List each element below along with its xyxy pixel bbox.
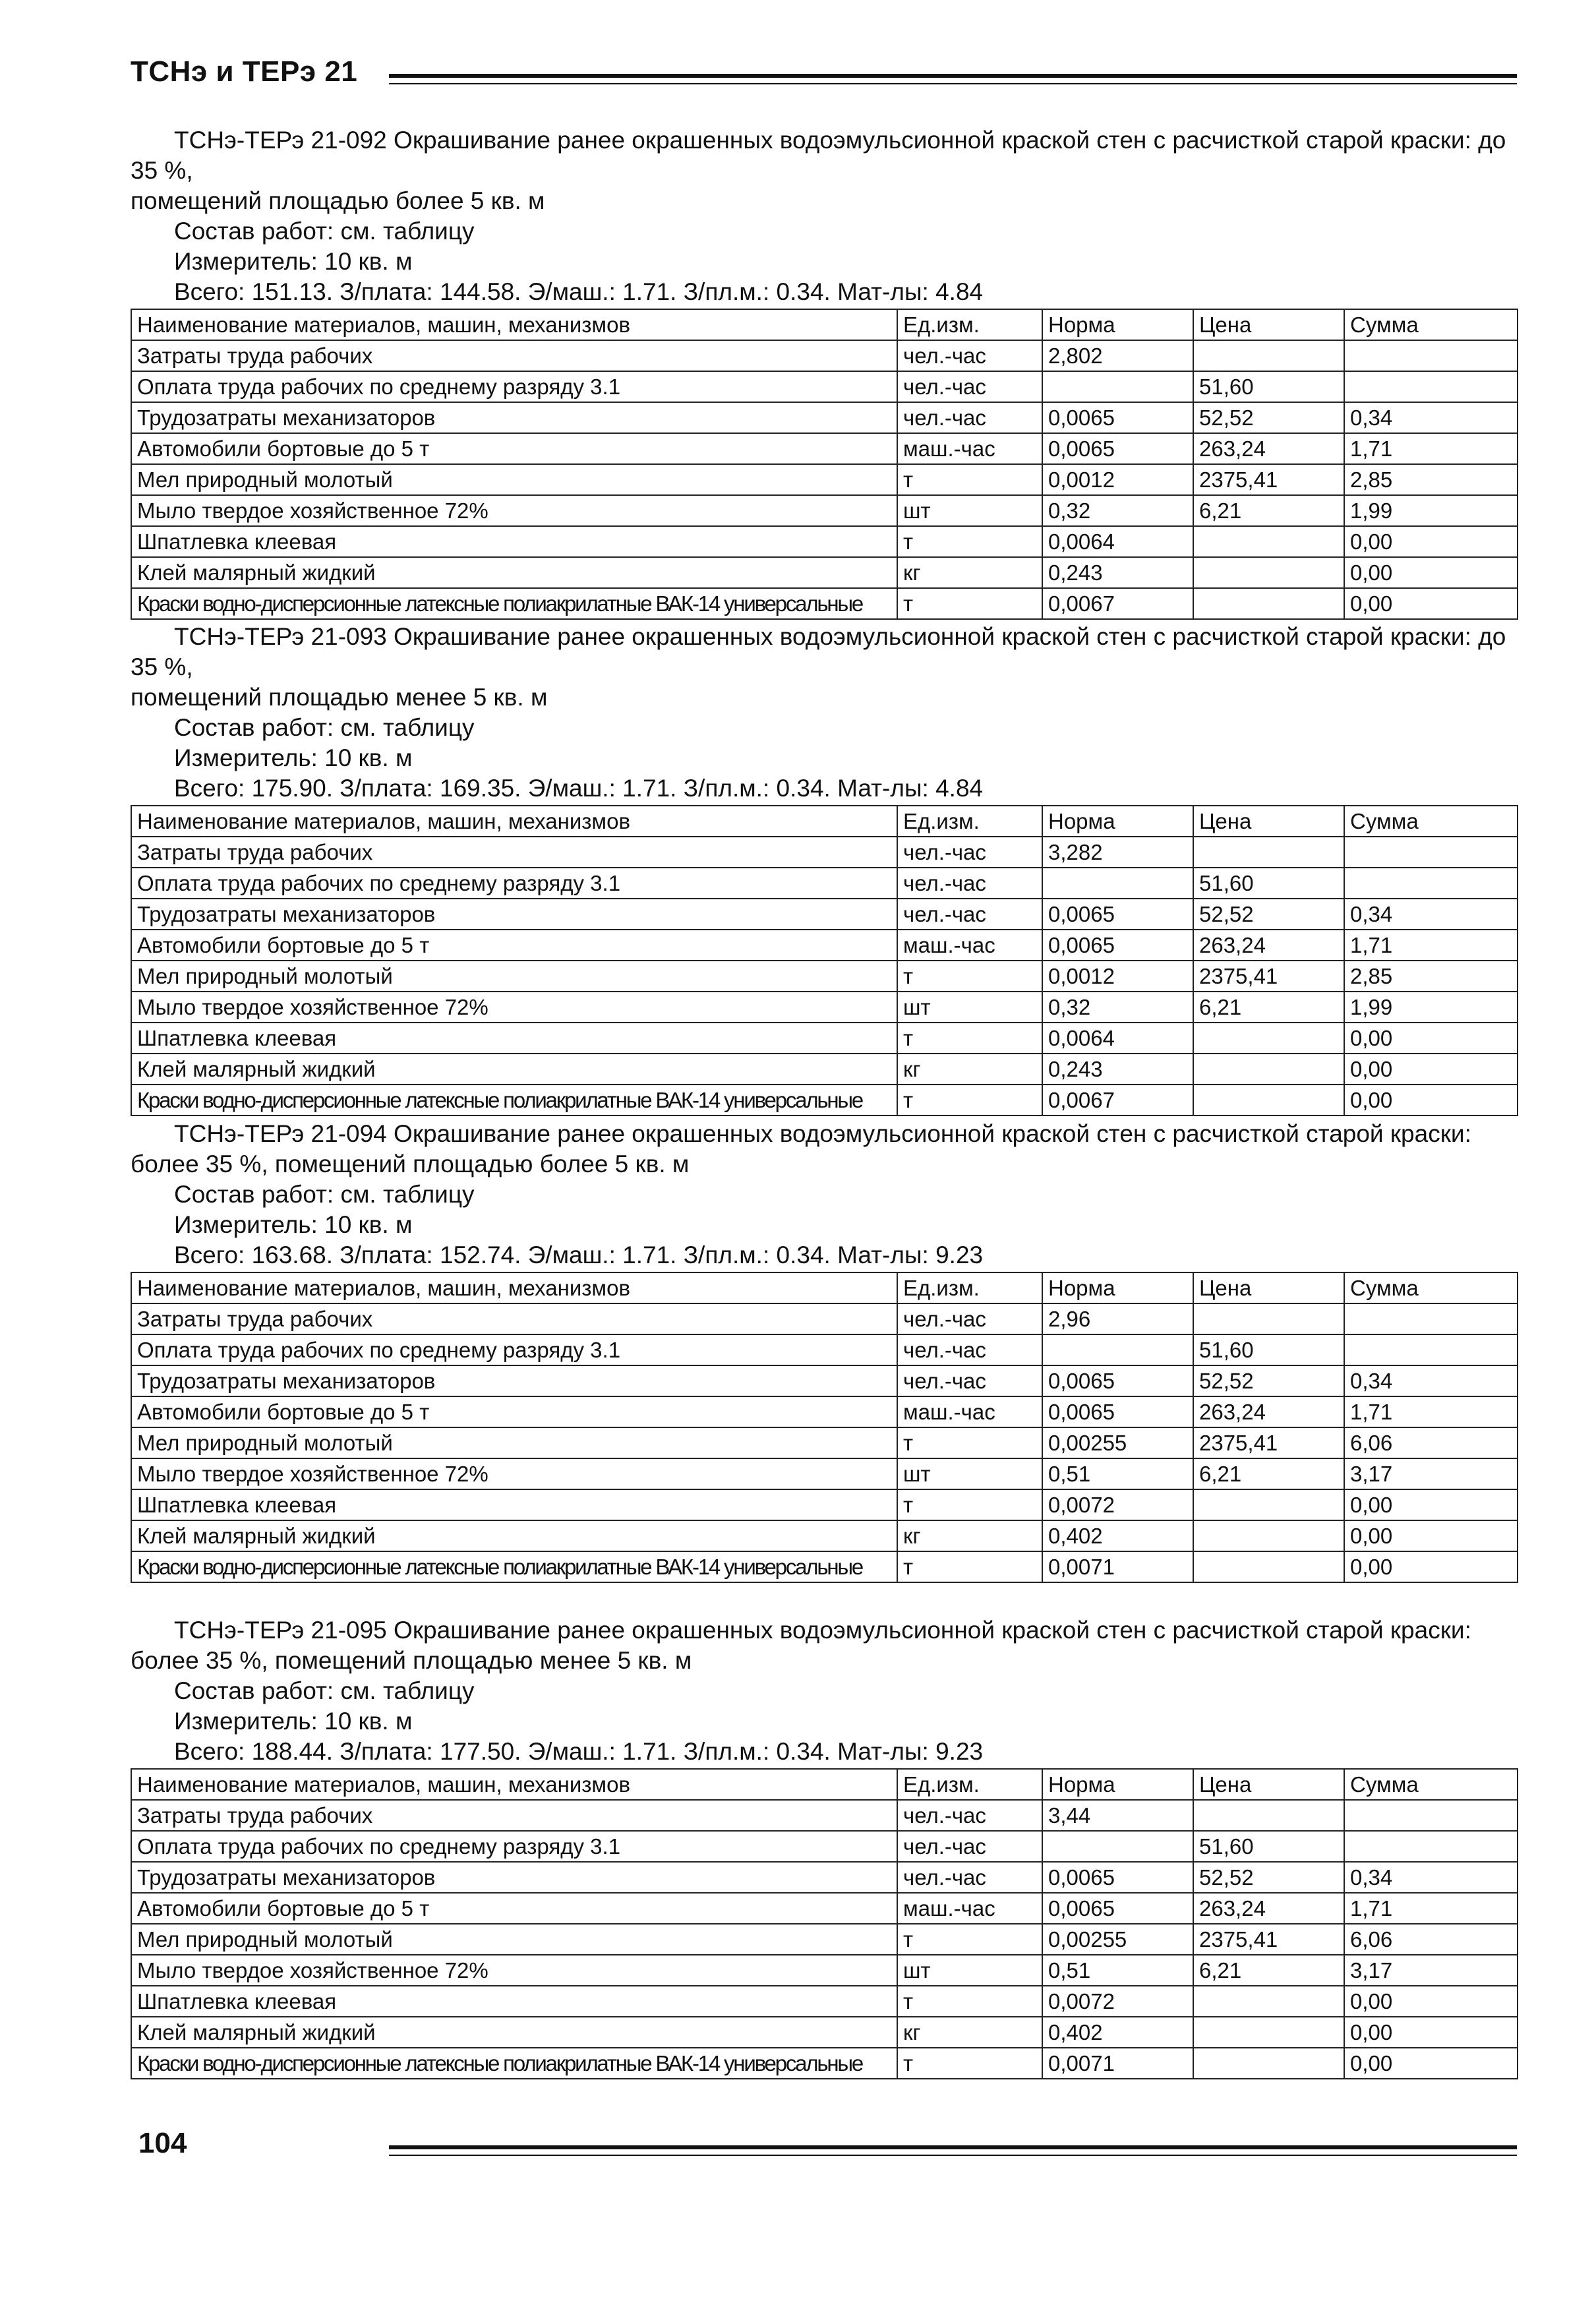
cell-price bbox=[1193, 557, 1344, 588]
cell-norm: 0,0065 bbox=[1042, 1862, 1193, 1893]
cell-norm: 0,32 bbox=[1042, 992, 1193, 1023]
cell-sum bbox=[1344, 868, 1518, 899]
cell-sum: 1,71 bbox=[1344, 1396, 1518, 1427]
cell-name: Шпатлевка клеевая bbox=[131, 1489, 897, 1520]
table-row bbox=[131, 340, 1518, 371]
table-row bbox=[131, 1334, 1518, 1365]
table-header-row bbox=[131, 806, 1518, 837]
cell-name: Шпатлевка клеевая bbox=[131, 1986, 897, 2017]
cell-norm: 0,00255 bbox=[1042, 1924, 1193, 1955]
section-title bbox=[131, 1615, 1517, 1676]
cell-price: 263,24 bbox=[1193, 930, 1344, 961]
cell-name: Трудозатраты механизаторов bbox=[131, 1862, 897, 1893]
cell-unit: т bbox=[897, 1489, 1042, 1520]
measure-unit: Измеритель: 10 кв. м bbox=[174, 248, 413, 275]
table-row bbox=[131, 402, 1518, 433]
cell-sum: 3,17 bbox=[1344, 1955, 1518, 1986]
cell-unit: т bbox=[897, 526, 1042, 557]
section-title bbox=[131, 622, 1517, 713]
cell-name: Оплата труда рабочих по среднему разряду 3.1 bbox=[131, 371, 897, 402]
section-title-line1: ТСНэ-ТЕРэ 21-095 Окрашивание ранее окрашенных водоэмульсионной краской стен с расчисткой старой краски: bbox=[174, 1617, 1471, 1644]
cell-unit: чел.-час bbox=[897, 837, 1042, 868]
cell-name: Мел природный молотый bbox=[131, 1924, 897, 1955]
work-composition: Состав работ: см. таблицу bbox=[174, 1181, 475, 1208]
cell-unit: т bbox=[897, 2048, 1042, 2079]
cell-price bbox=[1193, 340, 1344, 371]
cell-sum: 1,99 bbox=[1344, 495, 1518, 526]
cell-sum: 0,00 bbox=[1344, 1023, 1518, 1054]
table-row bbox=[131, 588, 1518, 619]
cell-price bbox=[1193, 2017, 1344, 2048]
table-row bbox=[131, 837, 1518, 868]
cell-price: 52,52 bbox=[1193, 1365, 1344, 1396]
section-title-line1: ТСНэ-ТЕРэ 21-092 Окрашивание ранее окрашенных водоэмульсионной краской стен с расчисткой старой краски: до 35 %, bbox=[131, 127, 1506, 184]
section-title-line1: ТСНэ-ТЕРэ 21-094 Окрашивание ранее окрашенных водоэмульсионной краской стен с расчисткой старой краски: bbox=[174, 1120, 1471, 1147]
cell-norm: 0,0065 bbox=[1042, 1396, 1193, 1427]
header-name: Наименование материалов, машин, механизмов bbox=[131, 1769, 897, 1800]
rate-section bbox=[131, 1615, 1517, 2079]
cell-name: Мыло твердое хозяйственное 72% bbox=[131, 992, 897, 1023]
cell-unit: шт bbox=[897, 1955, 1042, 1986]
cell-unit: шт bbox=[897, 992, 1042, 1023]
cell-unit: чел.-час bbox=[897, 340, 1042, 371]
cell-price: 263,24 bbox=[1193, 1396, 1344, 1427]
header-name: Наименование материалов, машин, механизмов bbox=[131, 806, 897, 837]
measure-unit: Измеритель: 10 кв. м bbox=[174, 1211, 413, 1238]
measure-unit: Измеритель: 10 кв. м bbox=[174, 744, 413, 771]
header-sum: Сумма bbox=[1344, 1272, 1518, 1303]
cell-norm: 0,51 bbox=[1042, 1955, 1193, 1986]
resources-table bbox=[131, 805, 1518, 1116]
cell-price bbox=[1193, 1023, 1344, 1054]
table-row bbox=[131, 961, 1518, 992]
table-row bbox=[131, 1893, 1518, 1924]
section-title-line1: ТСНэ-ТЕРэ 21-093 Окрашивание ранее окрашенных водоэмульсионной краской стен с расчисткой старой краски: до 35 %, bbox=[131, 623, 1506, 680]
table-row bbox=[131, 1023, 1518, 1054]
footer-rule bbox=[389, 2145, 1517, 2156]
cell-norm: 0,0065 bbox=[1042, 1893, 1193, 1924]
cell-unit: т bbox=[897, 1551, 1042, 1582]
cell-unit: чел.-час bbox=[897, 899, 1042, 930]
cell-price: 6,21 bbox=[1193, 1458, 1344, 1489]
table-row bbox=[131, 1489, 1518, 1520]
header-norm: Норма bbox=[1042, 806, 1193, 837]
cell-sum: 0,00 bbox=[1344, 1085, 1518, 1116]
table-row bbox=[131, 868, 1518, 899]
cell-norm: 0,0071 bbox=[1042, 2048, 1193, 2079]
table-row bbox=[131, 526, 1518, 557]
cell-unit: т bbox=[897, 1085, 1042, 1116]
cell-name: Трудозатраты механизаторов bbox=[131, 899, 897, 930]
cell-price bbox=[1193, 837, 1344, 868]
table-row bbox=[131, 1458, 1518, 1489]
cell-sum: 2,85 bbox=[1344, 464, 1518, 495]
table-row bbox=[131, 1862, 1518, 1893]
cell-sum: 3,17 bbox=[1344, 1458, 1518, 1489]
cell-sum: 0,34 bbox=[1344, 1862, 1518, 1893]
cell-unit: чел.-час bbox=[897, 1831, 1042, 1862]
cell-sum: 1,71 bbox=[1344, 1893, 1518, 1924]
cell-sum bbox=[1344, 837, 1518, 868]
cell-sum bbox=[1344, 340, 1518, 371]
table-header-row bbox=[131, 1769, 1518, 1800]
cell-price: 2375,41 bbox=[1193, 464, 1344, 495]
cell-sum: 0,00 bbox=[1344, 1986, 1518, 2017]
cell-norm: 0,0065 bbox=[1042, 930, 1193, 961]
totals-line: Всего: 163.68. З/плата: 152.74. Э/маш.: 1.71. З/пл.м.: 0.34. Мат-лы: 9.23 bbox=[174, 1241, 984, 1268]
cell-unit: т bbox=[897, 1023, 1042, 1054]
cell-unit: кг bbox=[897, 1520, 1042, 1551]
cell-name: Затраты труда рабочих bbox=[131, 1800, 897, 1831]
cell-norm bbox=[1042, 868, 1193, 899]
cell-sum: 0,00 bbox=[1344, 526, 1518, 557]
cell-name: Оплата труда рабочих по среднему разряду 3.1 bbox=[131, 868, 897, 899]
totals-line: Всего: 175.90. З/плата: 169.35. Э/маш.: 1.71. З/пл.м.: 0.34. Мат-лы: 4.84 bbox=[174, 775, 984, 802]
cell-price bbox=[1193, 1520, 1344, 1551]
cell-unit: кг bbox=[897, 2017, 1042, 2048]
rate-section bbox=[131, 622, 1517, 1116]
work-composition: Состав работ: см. таблицу bbox=[174, 714, 475, 741]
cell-sum: 0,00 bbox=[1344, 1520, 1518, 1551]
table-row bbox=[131, 992, 1518, 1023]
cell-norm: 0,0072 bbox=[1042, 1986, 1193, 2017]
cell-sum: 0,34 bbox=[1344, 402, 1518, 433]
header-price: Цена bbox=[1193, 1272, 1344, 1303]
table-row bbox=[131, 371, 1518, 402]
cell-price bbox=[1193, 2048, 1344, 2079]
table-header-row bbox=[131, 309, 1518, 340]
cell-unit: чел.-час bbox=[897, 402, 1042, 433]
cell-price: 2375,41 bbox=[1193, 1924, 1344, 1955]
cell-name: Затраты труда рабочих bbox=[131, 1303, 897, 1334]
table-row bbox=[131, 1396, 1518, 1427]
cell-unit: т bbox=[897, 1986, 1042, 2017]
table-row bbox=[131, 899, 1518, 930]
cell-name: Краски водно-дисперсионные латексные полиакрилатные ВАК-14 универсальные bbox=[131, 588, 897, 619]
cell-name: Автомобили бортовые до 5 т bbox=[131, 930, 897, 961]
cell-sum: 1,71 bbox=[1344, 433, 1518, 464]
page-number: 104 bbox=[138, 2127, 187, 2159]
cell-sum bbox=[1344, 371, 1518, 402]
cell-name: Клей малярный жидкий bbox=[131, 2017, 897, 2048]
resources-table bbox=[131, 1768, 1518, 2079]
table-row bbox=[131, 1365, 1518, 1396]
work-composition: Состав работ: см. таблицу bbox=[174, 218, 475, 245]
cell-unit: маш.-час bbox=[897, 433, 1042, 464]
cell-name: Краски водно-дисперсионные латексные полиакрилатные ВАК-14 универсальные bbox=[131, 1085, 897, 1116]
header-norm: Норма bbox=[1042, 309, 1193, 340]
cell-unit: кг bbox=[897, 1054, 1042, 1085]
cell-norm: 2,96 bbox=[1042, 1303, 1193, 1334]
table-row bbox=[131, 1303, 1518, 1334]
cell-price bbox=[1193, 1054, 1344, 1085]
table-row bbox=[131, 1520, 1518, 1551]
cell-sum: 1,71 bbox=[1344, 930, 1518, 961]
cell-price bbox=[1193, 1085, 1344, 1116]
table-row bbox=[131, 1986, 1518, 2017]
table-row bbox=[131, 930, 1518, 961]
cell-price: 51,60 bbox=[1193, 371, 1344, 402]
header-unit: Ед.изм. bbox=[897, 1272, 1042, 1303]
cell-norm: 0,0065 bbox=[1042, 433, 1193, 464]
cell-sum: 0,00 bbox=[1344, 1551, 1518, 1582]
header-sum: Сумма bbox=[1344, 806, 1518, 837]
header-name: Наименование материалов, машин, механизмов bbox=[131, 309, 897, 340]
section-title bbox=[131, 125, 1517, 216]
cell-norm: 0,0064 bbox=[1042, 526, 1193, 557]
table-row bbox=[131, 1831, 1518, 1862]
cell-sum bbox=[1344, 1334, 1518, 1365]
cell-sum: 0,00 bbox=[1344, 2048, 1518, 2079]
resources-table bbox=[131, 1272, 1518, 1583]
cell-name: Клей малярный жидкий bbox=[131, 1054, 897, 1085]
cell-sum: 0,34 bbox=[1344, 1365, 1518, 1396]
cell-norm bbox=[1042, 1334, 1193, 1365]
measure-unit: Измеритель: 10 кв. м bbox=[174, 1708, 413, 1735]
cell-sum: 0,00 bbox=[1344, 2017, 1518, 2048]
cell-unit: маш.-час bbox=[897, 1396, 1042, 1427]
cell-unit: кг bbox=[897, 557, 1042, 588]
cell-name: Клей малярный жидкий bbox=[131, 1520, 897, 1551]
cell-unit: шт bbox=[897, 1458, 1042, 1489]
cell-price bbox=[1193, 1800, 1344, 1831]
cell-sum bbox=[1344, 1831, 1518, 1862]
cell-norm: 0,0067 bbox=[1042, 1085, 1193, 1116]
cell-unit: чел.-час bbox=[897, 1334, 1042, 1365]
cell-price bbox=[1193, 588, 1344, 619]
cell-name: Мыло твердое хозяйственное 72% bbox=[131, 1955, 897, 1986]
cell-price bbox=[1193, 1489, 1344, 1520]
table-row bbox=[131, 2017, 1518, 2048]
cell-unit: маш.-час bbox=[897, 1893, 1042, 1924]
cell-unit: т bbox=[897, 588, 1042, 619]
cell-sum: 0,00 bbox=[1344, 588, 1518, 619]
table-header-row bbox=[131, 1272, 1518, 1303]
cell-norm: 0,0072 bbox=[1042, 1489, 1193, 1520]
header-price: Цена bbox=[1193, 1769, 1344, 1800]
cell-sum bbox=[1344, 1303, 1518, 1334]
header-unit: Ед.изм. bbox=[897, 1769, 1042, 1800]
cell-unit: т bbox=[897, 1924, 1042, 1955]
cell-unit: т bbox=[897, 464, 1042, 495]
cell-unit: чел.-час bbox=[897, 1303, 1042, 1334]
header-unit: Ед.изм. bbox=[897, 309, 1042, 340]
cell-price: 6,21 bbox=[1193, 992, 1344, 1023]
header-name: Наименование материалов, машин, механизмов bbox=[131, 1272, 897, 1303]
cell-price bbox=[1193, 1551, 1344, 1582]
table-row bbox=[131, 1955, 1518, 1986]
header-price: Цена bbox=[1193, 309, 1344, 340]
cell-price: 6,21 bbox=[1193, 1955, 1344, 1986]
cell-name: Трудозатраты механизаторов bbox=[131, 402, 897, 433]
totals-line: Всего: 188.44. З/плата: 177.50. Э/маш.: 1.71. З/пл.м.: 0.34. Мат-лы: 9.23 bbox=[174, 1738, 984, 1765]
cell-unit: т bbox=[897, 1427, 1042, 1458]
cell-unit: чел.-час bbox=[897, 1800, 1042, 1831]
table-row bbox=[131, 464, 1518, 495]
cell-price: 2375,41 bbox=[1193, 1427, 1344, 1458]
cell-name: Мыло твердое хозяйственное 72% bbox=[131, 1458, 897, 1489]
resources-table bbox=[131, 309, 1518, 620]
cell-norm: 3,44 bbox=[1042, 1800, 1193, 1831]
cell-price: 263,24 bbox=[1193, 433, 1344, 464]
cell-unit: чел.-час bbox=[897, 1365, 1042, 1396]
cell-price: 51,60 bbox=[1193, 1334, 1344, 1365]
cell-price bbox=[1193, 526, 1344, 557]
cell-unit: чел.-час bbox=[897, 371, 1042, 402]
cell-sum: 6,06 bbox=[1344, 1924, 1518, 1955]
cell-norm: 0,32 bbox=[1042, 495, 1193, 526]
section-title-line2: помещений площадью менее 5 кв. м bbox=[131, 684, 548, 711]
cell-norm: 0,0065 bbox=[1042, 402, 1193, 433]
header-norm: Норма bbox=[1042, 1769, 1193, 1800]
table-row bbox=[131, 495, 1518, 526]
cell-name: Автомобили бортовые до 5 т bbox=[131, 1396, 897, 1427]
cell-name: Затраты труда рабочих bbox=[131, 340, 897, 371]
cell-sum bbox=[1344, 1800, 1518, 1831]
cell-name: Оплата труда рабочих по среднему разряду 3.1 bbox=[131, 1334, 897, 1365]
header-unit: Ед.изм. bbox=[897, 806, 1042, 837]
rate-section bbox=[131, 125, 1517, 620]
cell-name: Мел природный молотый bbox=[131, 464, 897, 495]
cell-price: 51,60 bbox=[1193, 868, 1344, 899]
table-row bbox=[131, 1085, 1518, 1116]
cell-sum: 0,34 bbox=[1344, 899, 1518, 930]
cell-norm: 0,402 bbox=[1042, 2017, 1193, 2048]
cell-price: 6,21 bbox=[1193, 495, 1344, 526]
cell-price: 52,52 bbox=[1193, 899, 1344, 930]
cell-norm: 2,802 bbox=[1042, 340, 1193, 371]
section-title-line2: более 35 %, помещений площадью более 5 кв. м bbox=[131, 1150, 690, 1178]
cell-name: Трудозатраты механизаторов bbox=[131, 1365, 897, 1396]
cell-norm bbox=[1042, 371, 1193, 402]
cell-name: Мел природный молотый bbox=[131, 961, 897, 992]
cell-name: Клей малярный жидкий bbox=[131, 557, 897, 588]
header-price: Цена bbox=[1193, 806, 1344, 837]
rate-section bbox=[131, 1119, 1517, 1583]
cell-price: 52,52 bbox=[1193, 402, 1344, 433]
cell-norm: 0,0065 bbox=[1042, 899, 1193, 930]
cell-sum: 0,00 bbox=[1344, 1054, 1518, 1085]
header-sum: Сумма bbox=[1344, 309, 1518, 340]
work-composition: Состав работ: см. таблицу bbox=[174, 1677, 475, 1704]
cell-norm: 0,0065 bbox=[1042, 1365, 1193, 1396]
cell-name: Автомобили бортовые до 5 т bbox=[131, 1893, 897, 1924]
cell-price bbox=[1193, 1303, 1344, 1334]
table-row bbox=[131, 1427, 1518, 1458]
cell-name: Автомобили бортовые до 5 т bbox=[131, 433, 897, 464]
page-header-title: ТСНэ и ТЕРэ 21 bbox=[131, 55, 358, 88]
cell-name: Шпатлевка клеевая bbox=[131, 526, 897, 557]
cell-norm: 0,0067 bbox=[1042, 588, 1193, 619]
cell-unit: т bbox=[897, 961, 1042, 992]
cell-price bbox=[1193, 1986, 1344, 2017]
cell-name: Шпатлевка клеевая bbox=[131, 1023, 897, 1054]
totals-line: Всего: 151.13. З/плата: 144.58. Э/маш.: 1.71. З/пл.м.: 0.34. Мат-лы: 4.84 bbox=[174, 278, 984, 305]
cell-name: Оплата труда рабочих по среднему разряду 3.1 bbox=[131, 1831, 897, 1862]
header-sum: Сумма bbox=[1344, 1769, 1518, 1800]
cell-norm: 0,0071 bbox=[1042, 1551, 1193, 1582]
cell-unit: чел.-час bbox=[897, 1862, 1042, 1893]
table-row bbox=[131, 1924, 1518, 1955]
cell-name: Краски водно-дисперсионные латексные полиакрилатные ВАК-14 универсальные bbox=[131, 2048, 897, 2079]
cell-name: Затраты труда рабочих bbox=[131, 837, 897, 868]
cell-sum: 0,00 bbox=[1344, 1489, 1518, 1520]
cell-norm: 0,0012 bbox=[1042, 464, 1193, 495]
section-title-line2: помещений площадью более 5 кв. м bbox=[131, 187, 545, 214]
cell-norm: 3,282 bbox=[1042, 837, 1193, 868]
table-row bbox=[131, 1800, 1518, 1831]
header-norm: Норма bbox=[1042, 1272, 1193, 1303]
cell-price: 2375,41 bbox=[1193, 961, 1344, 992]
section-title-line2: более 35 %, помещений площадью менее 5 кв. м bbox=[131, 1647, 692, 1674]
table-row bbox=[131, 1551, 1518, 1582]
cell-unit: маш.-час bbox=[897, 930, 1042, 961]
cell-name: Краски водно-дисперсионные латексные полиакрилатные ВАК-14 универсальные bbox=[131, 1551, 897, 1582]
cell-name: Мыло твердое хозяйственное 72% bbox=[131, 495, 897, 526]
cell-price: 52,52 bbox=[1193, 1862, 1344, 1893]
cell-norm: 0,51 bbox=[1042, 1458, 1193, 1489]
cell-norm bbox=[1042, 1831, 1193, 1862]
table-row bbox=[131, 433, 1518, 464]
cell-sum: 1,99 bbox=[1344, 992, 1518, 1023]
cell-unit: чел.-час bbox=[897, 868, 1042, 899]
cell-price: 263,24 bbox=[1193, 1893, 1344, 1924]
cell-unit: шт bbox=[897, 495, 1042, 526]
header-rule bbox=[389, 74, 1517, 84]
cell-norm: 0,00255 bbox=[1042, 1427, 1193, 1458]
cell-norm: 0,243 bbox=[1042, 557, 1193, 588]
cell-price: 51,60 bbox=[1193, 1831, 1344, 1862]
table-row bbox=[131, 2048, 1518, 2079]
cell-sum: 2,85 bbox=[1344, 961, 1518, 992]
table-row bbox=[131, 557, 1518, 588]
cell-norm: 0,243 bbox=[1042, 1054, 1193, 1085]
cell-norm: 0,402 bbox=[1042, 1520, 1193, 1551]
cell-sum: 6,06 bbox=[1344, 1427, 1518, 1458]
cell-sum: 0,00 bbox=[1344, 557, 1518, 588]
cell-norm: 0,0012 bbox=[1042, 961, 1193, 992]
cell-norm: 0,0064 bbox=[1042, 1023, 1193, 1054]
table-row bbox=[131, 1054, 1518, 1085]
cell-name: Мел природный молотый bbox=[131, 1427, 897, 1458]
section-title bbox=[131, 1119, 1517, 1179]
